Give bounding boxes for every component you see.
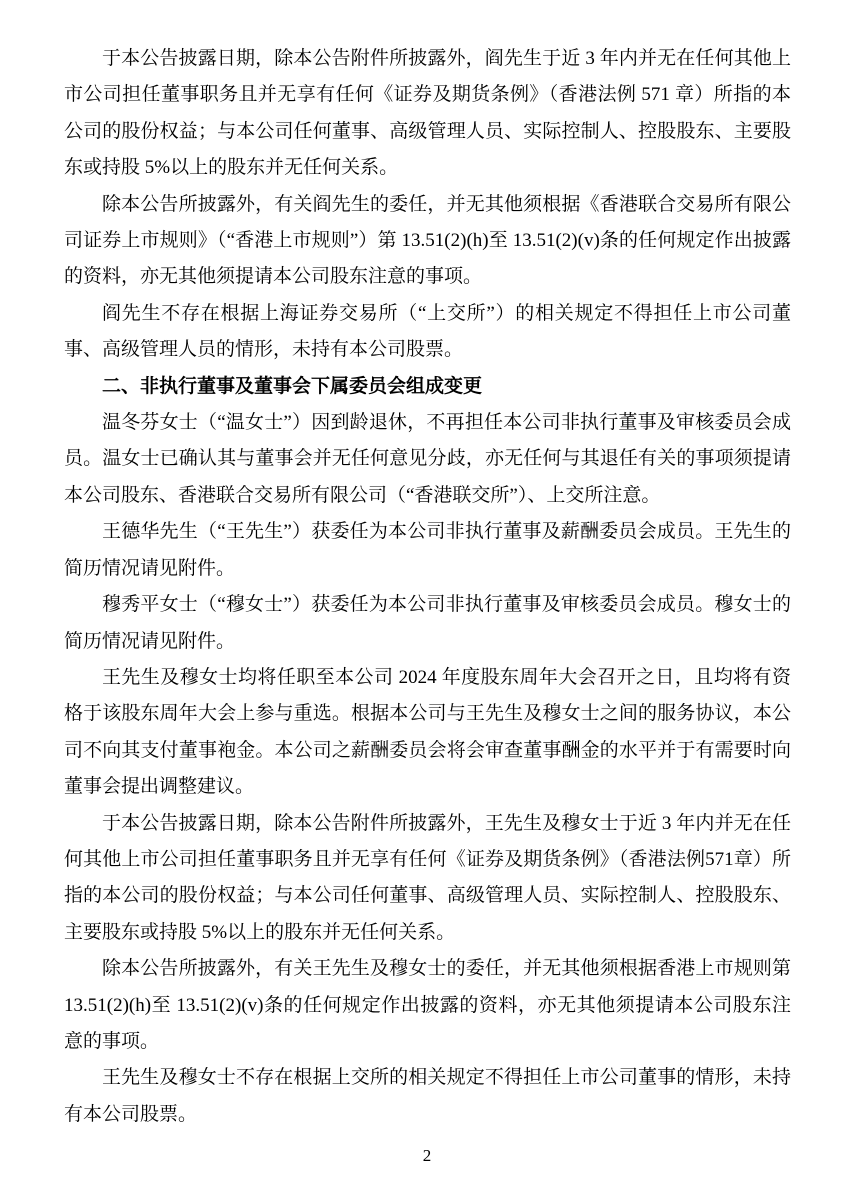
paragraph-yan-disclosure: 于本公告披露日期，除本公告附件所披露外，阎先生于近 3 年内并无在任何其他上市公司担任董事职务且并无享有任何《证券及期货条例》（香港法例 571 章）所指的本公司的股份权益；与本公司任何董事、高级管理人员、实际控制人、控股股东、主要股东或持股 5%以上的股东并无任何关系。 xyxy=(64,48,791,179)
section-heading: 二、非执行董事及董事会下属委员会组成变更 xyxy=(102,375,483,397)
paragraph-term-reelection: 王先生及穆女士均将任职至本公司 2024 年度股东周年大会召开之日，且均将有资格于该股东周年大会上参与重选。根据本公司与王先生及穆女士之间的服务协议，本公司不向其支付董事袍金。本公司之薪酬委员会将会审查董事酬金的水平并于有需要时向董事会提出调整建议。 xyxy=(64,666,791,798)
paragraph-wang-appointment: 王德华先生（“王先生”）获委任为本公司非执行董事及薪酬委员会成员。王先生的简历情况请见附件。 xyxy=(64,521,791,579)
paragraph-wang-mu-sse: 王先生及穆女士不存在根据上交所的相关规定不得担任上市公司董事的情形，未持有本公司股票。 xyxy=(64,1067,791,1125)
paragraph-wang-mu-listing-rules: 除本公告所披露外，有关王先生及穆女士的委任，并无其他须根据香港上市规则第 13.51(2)(h)至 13.51(2)(v)条的任何规定作出披露的资料，亦无其他须提请本公司股东注意的事项。 xyxy=(64,958,791,1052)
paragraph-yan-listing-rules: 除本公告所披露外，有关阎先生的委任，并无其他须根据《香港联合交易所有限公司证券上市规则》（“香港上市规则”）第 13.51(2)(h)至 13.51(2)(v)条的任何规定作出披露的资料，亦无其他须提请本公司股东注意的事项。 xyxy=(64,193,791,288)
paragraph-mu-appointment: 穆秀平女士（“穆女士”）获委任为本公司非执行董事及审核委员会成员。穆女士的简历情况请见附件。 xyxy=(64,594,791,652)
page-number: 2 xyxy=(422,1146,432,1165)
paragraph-yan-sse: 阎先生不存在根据上海证券交易所（“上交所”）的相关规定不得担任上市公司董事、高级管理人员的情形，未持有本公司股票。 xyxy=(64,302,791,361)
paragraph-wen-retirement: 温冬芬女士（“温女士”）因到龄退休，不再担任本公司非执行董事及审核委员会成员。温女士已确认其与董事会并无任何意见分歧，亦无任何与其退任有关的事项须提请本公司股东、香港联合交易所有限公司（“香港联交所”）、上交所注意。 xyxy=(64,412,791,506)
paragraph-wang-mu-disclosure: 于本公告披露日期，除本公告附件所披露外，王先生及穆女士于近 3 年内并无在任何其他上市公司担任董事职务且并无享有任何《证券及期货条例》（香港法例571章）所指的本公司的股份权益；与本公司任何董事、高级管理人员、实际控制人、控股股东、主要股东或持股 5%以上的股东并无任何关系。 xyxy=(64,812,791,943)
